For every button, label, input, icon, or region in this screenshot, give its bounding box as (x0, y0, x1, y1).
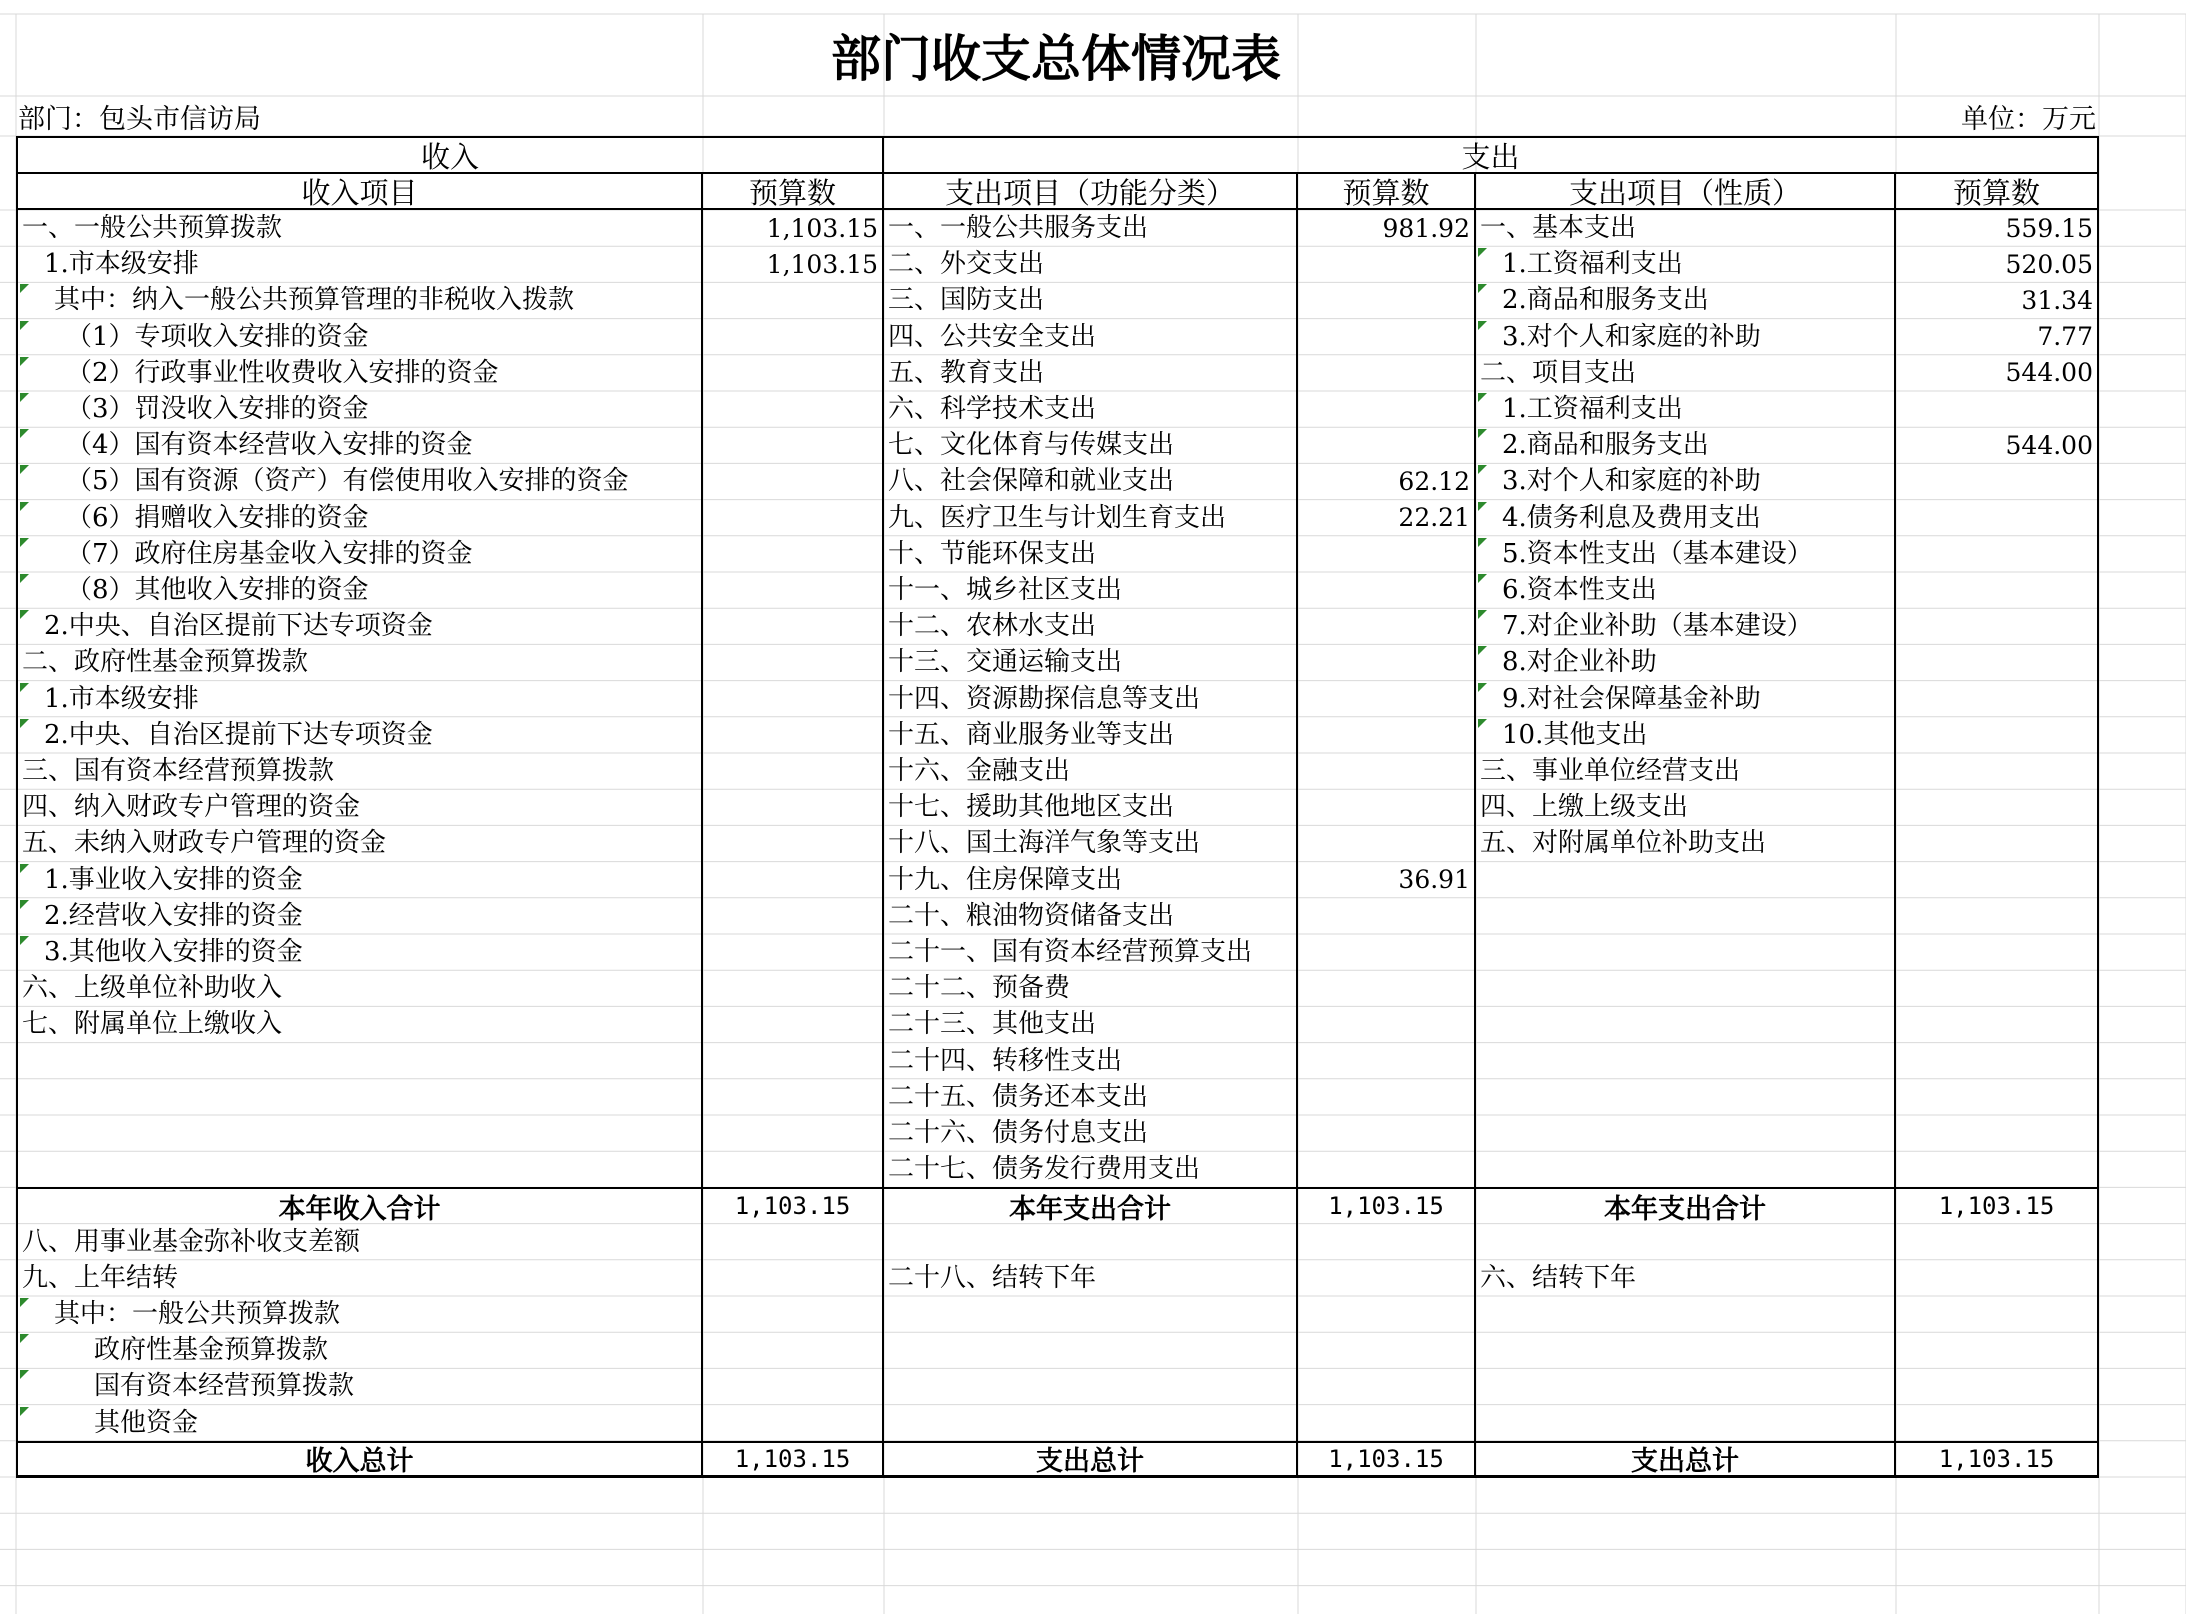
income-item-cell: 一、一般公共预算拨款 (16, 210, 703, 246)
income-item-cell: 1.市本级安排 (16, 681, 703, 717)
income-budget-cell (703, 862, 884, 898)
nature-item-cell: 一、基本支出 (1476, 210, 1896, 246)
nature-item-cell (1476, 1006, 1896, 1042)
income-item-total-cell: 收入总计 (16, 1441, 703, 1477)
function-budget-cell (1298, 1006, 1476, 1042)
income-group-header: 收入 (16, 136, 884, 174)
nature-item-cell: 3.对个人和家庭的补助 (1476, 463, 1896, 499)
nature-budget-cell: 544.00 (1896, 427, 2099, 463)
income-budget-cell (703, 282, 884, 318)
income-item-total-cell: 本年收入合计 (16, 1187, 703, 1223)
nature-budget-cell: 7.77 (1896, 319, 2099, 355)
income-item-cell (16, 1043, 703, 1079)
income-item-cell: 3.其他收入安排的资金 (16, 934, 703, 970)
function-item-cell: 十三、交通运输支出 (884, 644, 1298, 680)
income-item-cell: 2.经营收入安排的资金 (16, 898, 703, 934)
nature-budget-cell (1896, 753, 2099, 789)
nature-budget-cell (1896, 1405, 2099, 1441)
nature-item-total-cell: 本年支出合计 (1476, 1187, 1896, 1223)
income-item-cell: （4）国有资本经营收入安排的资金 (16, 427, 703, 463)
income-budget-cell (703, 970, 884, 1006)
nature-budget-cell (1896, 1224, 2099, 1260)
function-budget-cell: 36.91 (1298, 862, 1476, 898)
nature-item-cell: 3.对个人和家庭的补助 (1476, 319, 1896, 355)
function-budget-cell (1298, 355, 1476, 391)
function-item-cell: 四、公共安全支出 (884, 319, 1298, 355)
function-item-total-cell: 支出总计 (884, 1441, 1298, 1477)
function-item-cell (884, 1405, 1298, 1441)
expense-group-header: 支出 (884, 136, 2099, 174)
function-budget-cell (1298, 1405, 1476, 1441)
function-item-cell: 一、一般公共服务支出 (884, 210, 1298, 246)
function-item-cell: 二十六、债务付息支出 (884, 1115, 1298, 1151)
income-item-cell: 2.中央、自治区提前下达专项资金 (16, 717, 703, 753)
income-item-cell: （2）行政事业性收费收入安排的资金 (16, 355, 703, 391)
income-budget-cell (703, 825, 884, 861)
income-budget-cell (703, 608, 884, 644)
function-item-cell: 十、节能环保支出 (884, 536, 1298, 572)
income-item-cell: 五、未纳入财政专户管理的资金 (16, 825, 703, 861)
income-budget-cell (703, 1006, 884, 1042)
nature-budget-cell (1896, 862, 2099, 898)
income-budget-cell (703, 789, 884, 825)
income-budget-cell (703, 1405, 884, 1441)
function-item-cell (884, 1368, 1298, 1404)
function-item-cell: 二十七、债务发行费用支出 (884, 1151, 1298, 1187)
nature-item-cell: 六、结转下年 (1476, 1260, 1896, 1296)
nature-budget-cell (1896, 1006, 2099, 1042)
function-item-cell: 五、教育支出 (884, 355, 1298, 391)
nature-item-cell (1476, 1224, 1896, 1260)
nature-item-cell (1476, 1368, 1896, 1404)
income-item-cell (16, 1115, 703, 1151)
income-budget-cell (703, 1151, 884, 1187)
income-item-cell: 其中：一般公共预算拨款 (16, 1296, 703, 1332)
nature-item-cell: 三、事业单位经营支出 (1476, 753, 1896, 789)
function-item-cell: 二十八、结转下年 (884, 1260, 1298, 1296)
function-budget-cell (1298, 246, 1476, 282)
nature-budget-cell: 544.00 (1896, 355, 2099, 391)
function-budget-cell (1298, 825, 1476, 861)
nature-item-cell (1476, 934, 1896, 970)
income-item-header: 收入项目 (16, 174, 703, 210)
income-budget-cell (703, 1115, 884, 1151)
nature-budget-cell (1896, 1368, 2099, 1404)
nature-item-cell: 五、对附属单位补助支出 (1476, 825, 1896, 861)
income-budget-cell (703, 753, 884, 789)
function-budget-cell (1298, 898, 1476, 934)
function-budget-total-cell: 1,103.15 (1298, 1441, 1476, 1477)
function-item-cell: 十七、援助其他地区支出 (884, 789, 1298, 825)
function-item-cell: 二十三、其他支出 (884, 1006, 1298, 1042)
income-item-cell: （7）政府住房基金收入安排的资金 (16, 536, 703, 572)
function-budget-cell (1298, 681, 1476, 717)
income-item-cell: 九、上年结转 (16, 1260, 703, 1296)
income-item-cell: 三、国有资本经营预算拨款 (16, 753, 703, 789)
income-item-cell: 政府性基金预算拨款 (16, 1332, 703, 1368)
nature-item-cell (1476, 1079, 1896, 1115)
nature-budget-cell: 559.15 (1896, 210, 2099, 246)
function-item-cell: 十九、住房保障支出 (884, 862, 1298, 898)
nature-budget-cell (1896, 463, 2099, 499)
function-item-cell: 七、文化体育与传媒支出 (884, 427, 1298, 463)
function-budget-cell (1298, 1115, 1476, 1151)
nature-budget-cell (1896, 391, 2099, 427)
function-budget-cell (1298, 934, 1476, 970)
function-item-cell: 二十一、国有资本经营预算支出 (884, 934, 1298, 970)
income-budget-cell: 1,103.15 (703, 246, 884, 282)
function-item-cell: 二十二、预备费 (884, 970, 1298, 1006)
nature-item-cell (1476, 970, 1896, 1006)
nature-budget-cell (1896, 1332, 2099, 1368)
nature-item-cell: 二、项目支出 (1476, 355, 1896, 391)
nature-item-cell (1476, 1151, 1896, 1187)
function-budget-cell (1298, 1368, 1476, 1404)
nature-item-cell: 10.其他支出 (1476, 717, 1896, 753)
function-budget-cell (1298, 789, 1476, 825)
income-budget-cell (703, 1224, 884, 1260)
income-item-cell: 六、上级单位补助收入 (16, 970, 703, 1006)
income-budget-cell (703, 1296, 884, 1332)
income-item-cell: 其中：纳入一般公共预算管理的非税收入拨款 (16, 282, 703, 318)
nature-budget-cell (1896, 681, 2099, 717)
nature-item-cell: 5.资本性支出（基本建设） (1476, 536, 1896, 572)
income-budget-cell (703, 319, 884, 355)
expense-function-budget-header: 预算数 (1298, 174, 1476, 210)
income-item-cell: 国有资本经营预算拨款 (16, 1368, 703, 1404)
nature-budget-cell (1896, 500, 2099, 536)
income-budget-cell (703, 934, 884, 970)
function-budget-cell: 22.21 (1298, 500, 1476, 536)
income-budget-cell (703, 644, 884, 680)
function-item-cell (884, 1224, 1298, 1260)
function-item-cell: 六、科学技术支出 (884, 391, 1298, 427)
function-item-cell: 二十、粮油物资储备支出 (884, 898, 1298, 934)
nature-item-cell: 6.资本性支出 (1476, 572, 1896, 608)
income-budget-total-cell: 1,103.15 (703, 1187, 884, 1223)
income-budget-header: 预算数 (703, 174, 884, 210)
function-budget-cell: 981.92 (1298, 210, 1476, 246)
function-budget-cell (1298, 717, 1476, 753)
expense-nature-budget-header: 预算数 (1896, 174, 2099, 210)
function-item-cell (884, 1332, 1298, 1368)
function-item-cell: 十四、资源勘探信息等支出 (884, 681, 1298, 717)
income-item-cell: 1.事业收入安排的资金 (16, 862, 703, 898)
nature-budget-cell (1896, 825, 2099, 861)
expense-nature-header: 支出项目（性质） (1476, 174, 1896, 210)
function-item-cell: 二、外交支出 (884, 246, 1298, 282)
nature-budget-cell (1896, 789, 2099, 825)
income-item-cell: 四、纳入财政专户管理的资金 (16, 789, 703, 825)
function-budget-cell (1298, 1079, 1476, 1115)
income-budget-cell (703, 717, 884, 753)
income-item-cell: 八、用事业基金弥补收支差额 (16, 1224, 703, 1260)
nature-budget-cell (1896, 572, 2099, 608)
function-budget-cell (1298, 970, 1476, 1006)
function-budget-cell (1298, 1224, 1476, 1260)
nature-budget-cell: 520.05 (1896, 246, 2099, 282)
function-budget-cell (1298, 427, 1476, 463)
function-item-cell: 三、国防支出 (884, 282, 1298, 318)
function-budget-cell (1298, 391, 1476, 427)
function-budget-cell (1298, 1260, 1476, 1296)
function-budget-cell (1298, 1043, 1476, 1079)
income-item-cell: 1.市本级安排 (16, 246, 703, 282)
income-item-cell (16, 1151, 703, 1187)
income-item-cell: 其他资金 (16, 1405, 703, 1441)
income-budget-cell (703, 681, 884, 717)
nature-item-cell (1476, 1332, 1896, 1368)
nature-budget-cell (1896, 717, 2099, 753)
income-budget-cell (703, 898, 884, 934)
sheet-title: 部门收支总体情况表 (831, 30, 1281, 88)
nature-item-cell: 8.对企业补助 (1476, 644, 1896, 680)
table-bottom-border (16, 1476, 2099, 1478)
nature-budget-cell (1896, 536, 2099, 572)
nature-item-cell (1476, 1043, 1896, 1079)
income-budget-cell (703, 1260, 884, 1296)
income-item-cell (16, 1079, 703, 1115)
income-budget-cell (703, 427, 884, 463)
function-item-cell: 十五、商业服务业等支出 (884, 717, 1298, 753)
function-item-cell: 八、社会保障和就业支出 (884, 463, 1298, 499)
income-budget-cell (703, 1043, 884, 1079)
nature-budget-cell (1896, 644, 2099, 680)
unit-label: 单位：万元 (1961, 103, 2096, 135)
function-budget-cell (1298, 608, 1476, 644)
nature-item-cell: 2.商品和服务支出 (1476, 282, 1896, 318)
nature-item-cell: 9.对社会保障基金补助 (1476, 681, 1896, 717)
function-budget-total-cell: 1,103.15 (1298, 1187, 1476, 1223)
income-budget-cell (703, 500, 884, 536)
nature-budget-total-cell: 1,103.15 (1896, 1441, 2099, 1477)
nature-item-cell (1476, 1296, 1896, 1332)
nature-item-cell (1476, 1405, 1896, 1441)
nature-budget-cell (1896, 1260, 2099, 1296)
nature-budget-cell (1896, 1151, 2099, 1187)
nature-item-cell (1476, 1115, 1896, 1151)
nature-budget-cell (1896, 608, 2099, 644)
department-label: 部门：包头市信访局 (18, 103, 261, 135)
function-item-cell: 十六、金融支出 (884, 753, 1298, 789)
function-item-cell: 二十四、转移性支出 (884, 1043, 1298, 1079)
nature-budget-cell: 31.34 (1896, 282, 2099, 318)
income-budget-cell (703, 463, 884, 499)
income-item-cell: （8）其他收入安排的资金 (16, 572, 703, 608)
income-item-cell: （1）专项收入安排的资金 (16, 319, 703, 355)
function-budget-cell (1298, 644, 1476, 680)
nature-budget-total-cell: 1,103.15 (1896, 1187, 2099, 1223)
function-item-cell: 十一、城乡社区支出 (884, 572, 1298, 608)
nature-item-cell (1476, 862, 1896, 898)
nature-item-cell: 4.债务利息及费用支出 (1476, 500, 1896, 536)
income-budget-cell: 1,103.15 (703, 210, 884, 246)
income-item-cell: （3）罚没收入安排的资金 (16, 391, 703, 427)
function-budget-cell (1298, 1332, 1476, 1368)
income-budget-cell (703, 391, 884, 427)
income-budget-cell (703, 536, 884, 572)
nature-item-total-cell: 支出总计 (1476, 1441, 1896, 1477)
function-budget-cell (1298, 572, 1476, 608)
function-budget-cell (1298, 753, 1476, 789)
nature-budget-cell (1896, 1296, 2099, 1332)
nature-budget-cell (1896, 970, 2099, 1006)
income-item-cell: 七、附属单位上缴收入 (16, 1006, 703, 1042)
income-budget-cell (703, 1368, 884, 1404)
nature-item-cell: 7.对企业补助（基本建设） (1476, 608, 1896, 644)
income-budget-cell (703, 572, 884, 608)
nature-budget-cell (1896, 1043, 2099, 1079)
function-budget-cell (1298, 319, 1476, 355)
nature-item-cell: 四、上缴上级支出 (1476, 789, 1896, 825)
nature-budget-cell (1896, 1115, 2099, 1151)
function-item-cell: 十二、农林水支出 (884, 608, 1298, 644)
income-item-cell: 二、政府性基金预算拨款 (16, 644, 703, 680)
nature-item-cell (1476, 898, 1896, 934)
function-item-cell: 二十五、债务还本支出 (884, 1079, 1298, 1115)
expense-function-header: 支出项目（功能分类） (884, 174, 1298, 210)
income-item-cell: 2.中央、自治区提前下达专项资金 (16, 608, 703, 644)
income-budget-total-cell: 1,103.15 (703, 1441, 884, 1477)
nature-budget-cell (1896, 1079, 2099, 1115)
nature-budget-cell (1896, 934, 2099, 970)
nature-item-cell: 1.工资福利支出 (1476, 391, 1896, 427)
income-budget-cell (703, 1332, 884, 1368)
function-item-cell (884, 1296, 1298, 1332)
nature-budget-cell (1896, 898, 2099, 934)
nature-item-cell: 2.商品和服务支出 (1476, 427, 1896, 463)
function-budget-cell: 62.12 (1298, 463, 1476, 499)
function-item-total-cell: 本年支出合计 (884, 1187, 1298, 1223)
income-budget-cell (703, 1079, 884, 1115)
income-item-cell: （6）捐赠收入安排的资金 (16, 500, 703, 536)
nature-item-cell: 1.工资福利支出 (1476, 246, 1896, 282)
function-budget-cell (1298, 1151, 1476, 1187)
function-item-cell: 九、医疗卫生与计划生育支出 (884, 500, 1298, 536)
function-budget-cell (1298, 282, 1476, 318)
function-budget-cell (1298, 536, 1476, 572)
income-item-cell: （5）国有资源（资产）有偿使用收入安排的资金 (16, 463, 703, 499)
function-item-cell: 十八、国土海洋气象等支出 (884, 825, 1298, 861)
function-budget-cell (1298, 1296, 1476, 1332)
income-budget-cell (703, 355, 884, 391)
